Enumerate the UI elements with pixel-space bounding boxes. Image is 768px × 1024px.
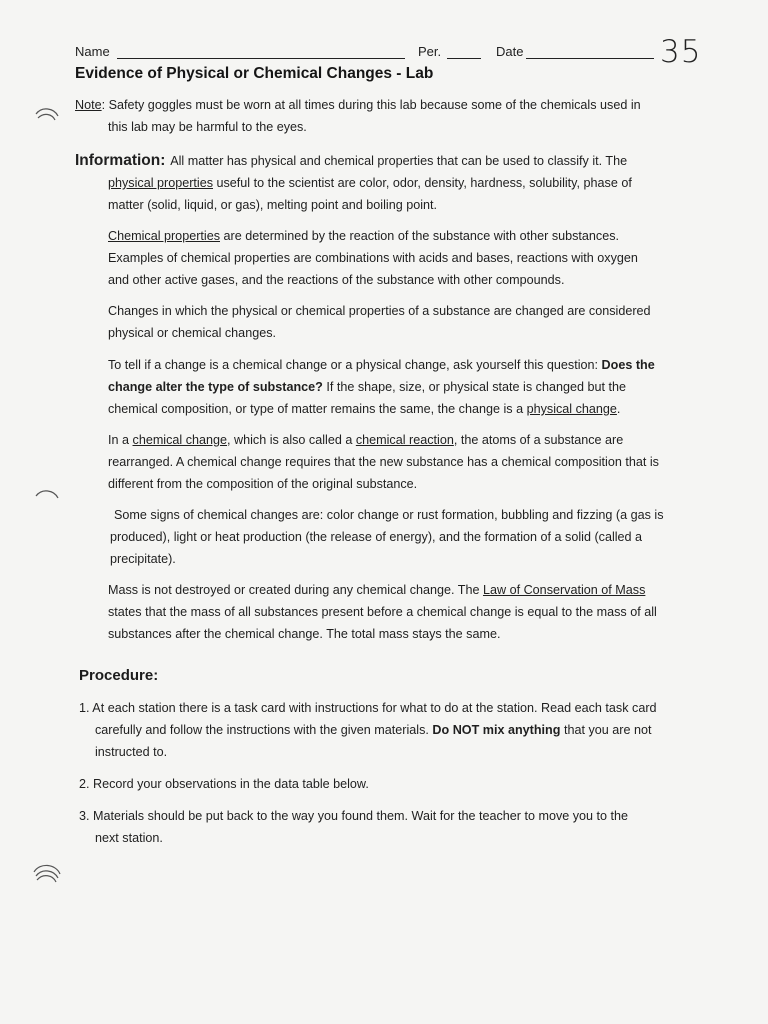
information-paragraph-1: Information: All matter has physical and chemical properties that can be used to classify it. The physical properties useful to the scientist are color, odor, density, hardness, solubility, phase of matter (solid, liquid, or gas), melting point and boiling point. — [75, 152, 632, 212]
safety-note: Note: Safety goggles must be worn at all times during this lab because some of the chemicals used in this lab may be harmful to the eyes. — [75, 98, 641, 134]
binder-hole-mark-icon — [28, 482, 68, 522]
information-paragraph-3: Changes in which the physical or chemical properties of a substance are changed are considered physical or chemical changes. — [108, 304, 651, 340]
name-field[interactable] — [117, 58, 405, 59]
page-title: Evidence of Physical or Chemical Changes - Lab — [75, 65, 434, 82]
binder-hole-mark-icon — [28, 100, 68, 140]
name-label: Name — [75, 44, 110, 59]
period-label: Per. — [418, 44, 442, 59]
binder-hole-mark-icon — [28, 858, 68, 898]
information-paragraph-4: To tell if a change is a chemical change or a physical change, ask yourself this question: Does the change alter the type of substance? If the shape, size, or physical state is changed but the chemical composition, or type of matter remains the same, the change is a physical change. — [108, 358, 655, 416]
information-paragraph-2: Chemical properties are determined by the reaction of the substance with other substances. Examples of chemical properties are combinations with acids and bases, reactions with oxygen and other active gases, and the reactions of the substance with other compounds. — [108, 229, 638, 287]
procedure-step-1: 1. At each station there is a task card with instructions for what to do at the station. Read each task card carefully and follow the instructions with the given materials. Do NOT mix anything that you are not instructed to. — [79, 701, 657, 759]
period-field[interactable] — [447, 58, 481, 59]
procedure-heading: Procedure: — [79, 667, 159, 684]
information-paragraph-6: Some signs of chemical changes are: color change or rust formation, bubbling and fizzing (a gas is produced), light or heat production (the release of energy), and the formation of a solid (called a precipitate). — [110, 508, 664, 566]
note-label: Note — [75, 98, 102, 112]
date-field[interactable] — [526, 58, 654, 59]
information-paragraph-7: Mass is not destroyed or created during any chemical change. The Law of Conservation of Mass states that the mass of all substances present before a chemical change is equal to the mass of all substances after the chemical change. The total mass stays the same. — [108, 583, 657, 641]
date-label: Date — [496, 44, 524, 59]
procedure-step-2: 2. Record your observations in the data table below. — [79, 777, 369, 791]
procedure-step-3: 3. Materials should be put back to the way you found them. Wait for the teacher to move you to the next station. — [79, 809, 629, 845]
information-paragraph-5: In a chemical change, which is also called a chemical reaction, the atoms of a substance are rearranged. A chemical change requires that the new substance has a chemical composition that is different from the composition of the original substance. — [108, 433, 659, 491]
page-number: 35 — [660, 34, 702, 70]
information-label: Information: — [75, 152, 166, 169]
